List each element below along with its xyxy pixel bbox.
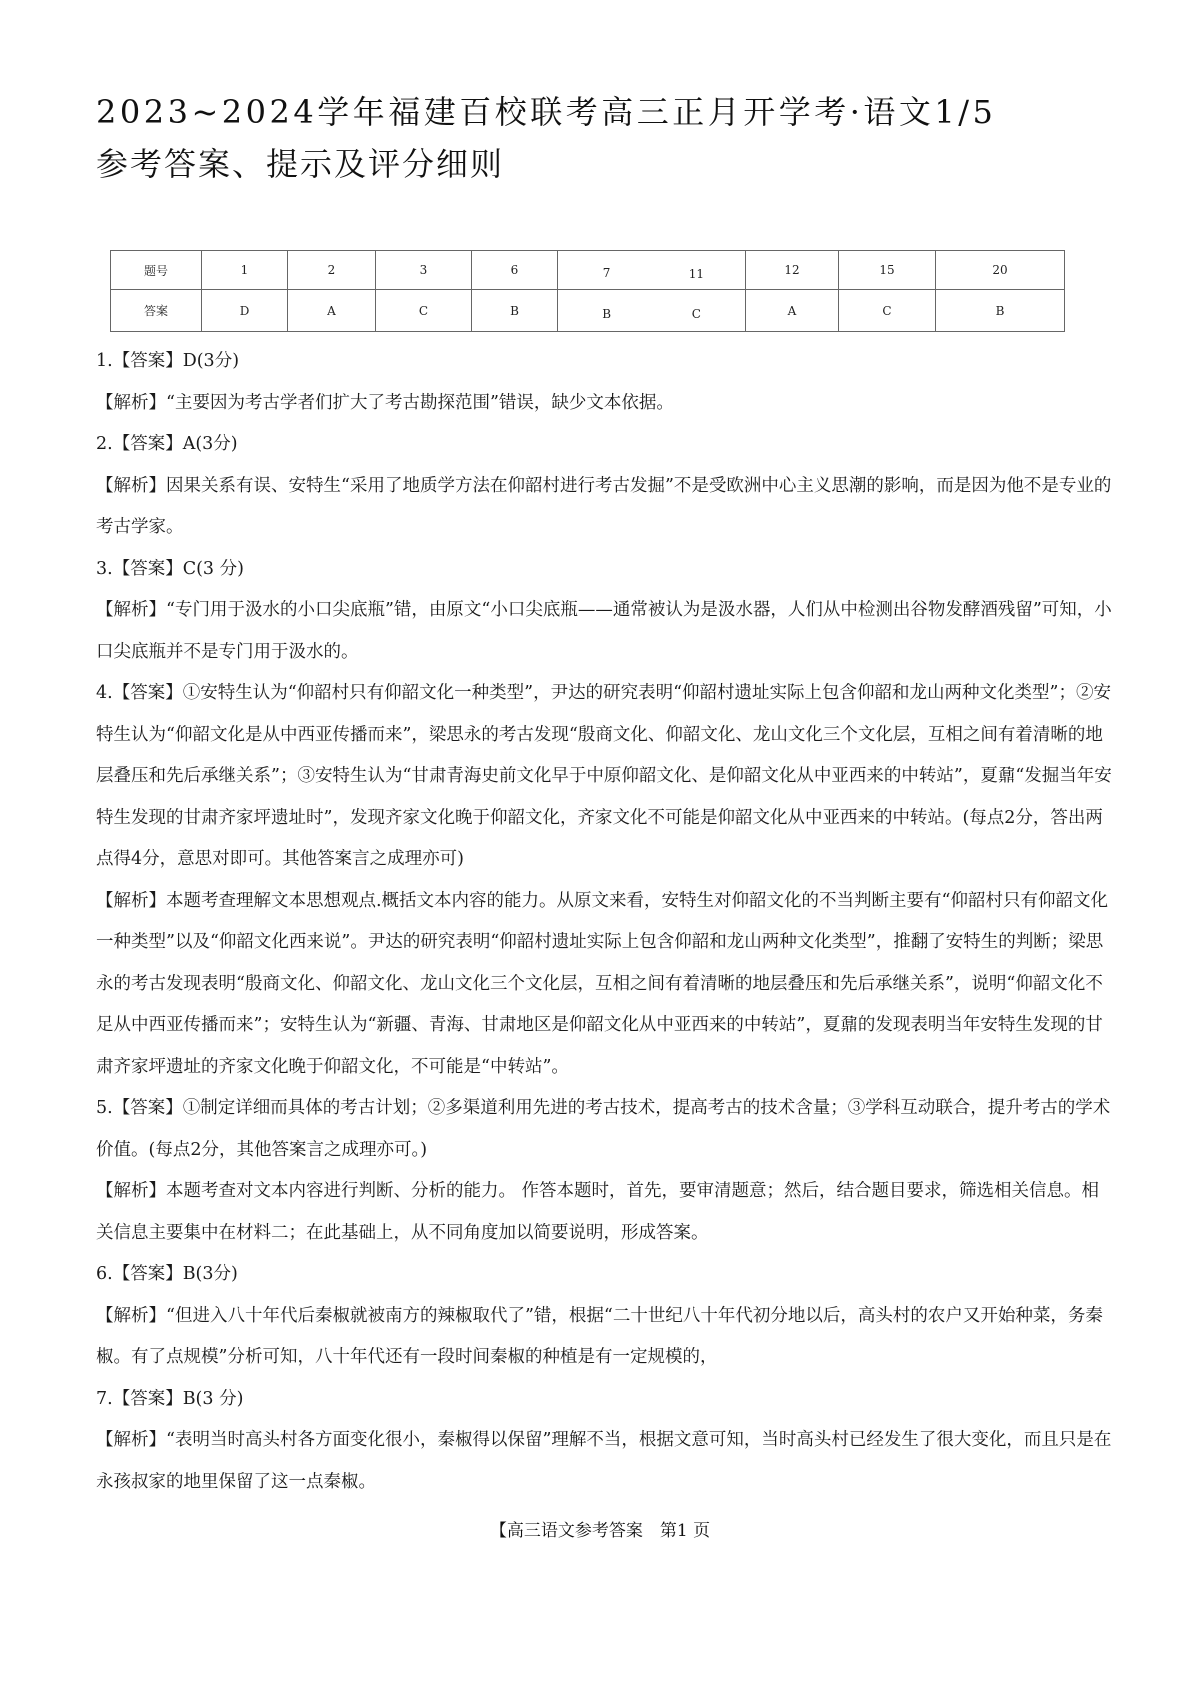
table-cell-number: 6 xyxy=(472,251,558,290)
table-cell-number: 3 xyxy=(376,251,472,290)
table-cell-answer: C xyxy=(839,290,936,332)
table-cell-answer: A xyxy=(288,290,376,332)
answer-line: 1.【答案】D(3分) xyxy=(96,351,240,371)
document-subtitle: 参考答案、提示及评分细则 xyxy=(96,145,505,183)
analysis-paragraph: 【解析】因果关系有误、安特生“采用了地质学方法在仰韶村进行考古发掘”不是受欧洲中心主义思潮的影响，而是因为他不是专业的考古学家。 xyxy=(96,475,1112,537)
table-cell-number: 2 xyxy=(288,251,376,290)
table-cell-answer-label: 答案 xyxy=(111,290,202,332)
answer-line: 6.【答案】B(3分) xyxy=(96,1264,238,1284)
table-cell-answer: C xyxy=(376,290,472,332)
table-cell-answer: B xyxy=(472,290,558,332)
analysis-paragraph: 【解析】“专门用于汲水的小口尖底瓶”错，由原文“小口尖底瓶——通常被认为是汲水器，人们从中检测出谷物发酵酒残留”可知，小口尖底瓶并不是专门用于汲水的。 xyxy=(96,600,1112,662)
answer-table xyxy=(110,250,1065,332)
table-cell-answer-pair xyxy=(558,290,746,332)
answer-paragraph: 5.【答案】①制定详细而具体的考古计划；②多渠道利用先进的考古技术，提高考古的技术含量；③学科互动联合，提升考古的学术价值。(每点2分，其他答案言之成理亦可。) xyxy=(96,1098,1111,1160)
document-title: 2023~2024学年福建百校联考高三正月开学考·语文1/5 xyxy=(96,93,997,131)
answer-line: 3.【答案】C(3 分) xyxy=(96,558,244,579)
table-row-numbers xyxy=(111,251,1065,290)
answer-line: 2.【答案】A(3分) xyxy=(96,434,238,454)
answer-paragraph: 4.【答案】①安特生认为“仰韶村只有仰韶文化一种类型”，尹达的研究表明“仰韶村遗址实际上包含仰韶和龙山两种文化类型”；②安特生认为“仰韶文化是从中西亚传播而来”，梁思永的考古发现“殷商文化、仰韶文化、龙山文化三个文化层，互相之间有着清晰的地层叠压和先后承继关系”；③安特生认为“甘肃青海史前文化早于中原仰韶文化、是仰韶文化从中亚西来的中转站”，夏鼐“发掘当年安特生发现的甘肃齐家坪遗址时”，发现齐家文化晚于仰韶文化，齐家文化不可能是仰韶文化从中亚西来的中转站。(每点2分，答出两点得4分，意思对即可。其他答案言之成理亦可) xyxy=(96,683,1112,869)
table-cell-answer: B xyxy=(602,306,612,321)
table-cell-answer: D xyxy=(202,290,288,332)
table-cell-answer: C xyxy=(691,306,701,321)
table-cell-number: 12 xyxy=(746,251,839,290)
answer-line: 7.【答案】B(3 分) xyxy=(96,1388,244,1409)
table-cell-answer: B xyxy=(936,290,1065,332)
table-cell-number: 1 xyxy=(202,251,288,290)
page-footer: 【高三语文参考答案 第1 页 xyxy=(489,1521,711,1541)
analysis-paragraph: 【解析】“主要因为考古学者们扩大了考古勘探范围”错误，缺少文本依据。 xyxy=(96,392,674,413)
table-cell-answer: A xyxy=(746,290,839,332)
analysis-paragraph: 【解析】“表明当时高头村各方面变化很小，秦椒得以保留”理解不当，根据文意可知，当时高头村已经发生了很大变化，而且只是在永孩叔家的地里保留了这一点秦椒。 xyxy=(96,1430,1112,1492)
analysis-paragraph: 【解析】本题考查理解文本思想观点.概括文本内容的能力。从原文来看，安特生对仰韶文化的不当判断主要有“仰韶村只有仰韶文化一种类型”以及“仰韶文化西来说”。尹达的研究表明“仰韶村遗址实际上包含仰韶和龙山两种文化类型”，推翻了安特生的判断；梁思永的考古发现表明“殷商文化、仰韶文化、龙山文化三个文化层，互相之间有着清晰的地层叠压和先后承继关系”，说明“仰韶文化不足从中西亚传播而来”；安特生认为“新疆、青海、甘肃地区是仰韶文化从中亚西来的中转站”，夏鼐的发现表明当年安特生发现的甘肃齐家坪遗址的齐家文化晚于仰韶文化，不可能是“中转站”。 xyxy=(96,890,1109,1077)
table-cell-number: 7 xyxy=(602,266,611,280)
analysis-paragraph: 【解析】“但进入八十年代后秦椒就被南方的辣椒取代了”错，根据“二十世纪八十年代初分地以后，高头村的农户又开始种菜，务秦椒。有了点规模”分析可知，八十年代还有一段时间秦椒的种植是有一定规模的， xyxy=(96,1305,1103,1367)
table-cell-number: 20 xyxy=(936,251,1065,290)
table-cell-header-label: 题号 xyxy=(111,251,202,290)
analysis-paragraph: 【解析】本题考查对文本内容进行判断、分析的能力。 作答本题时，首先，要审清题意；然后，结合题目要求，筛选相关信息。相关信息主要集中在材料二；在此基础上，从不同角度加以简要说明，形成答案。 xyxy=(96,1181,1100,1243)
table-cell-number: 11 xyxy=(688,267,705,281)
table-row-answers xyxy=(111,290,1065,332)
table-cell-number-pair xyxy=(558,251,746,290)
table-cell-number: 15 xyxy=(839,251,936,290)
answer-explanations xyxy=(96,341,1116,1503)
